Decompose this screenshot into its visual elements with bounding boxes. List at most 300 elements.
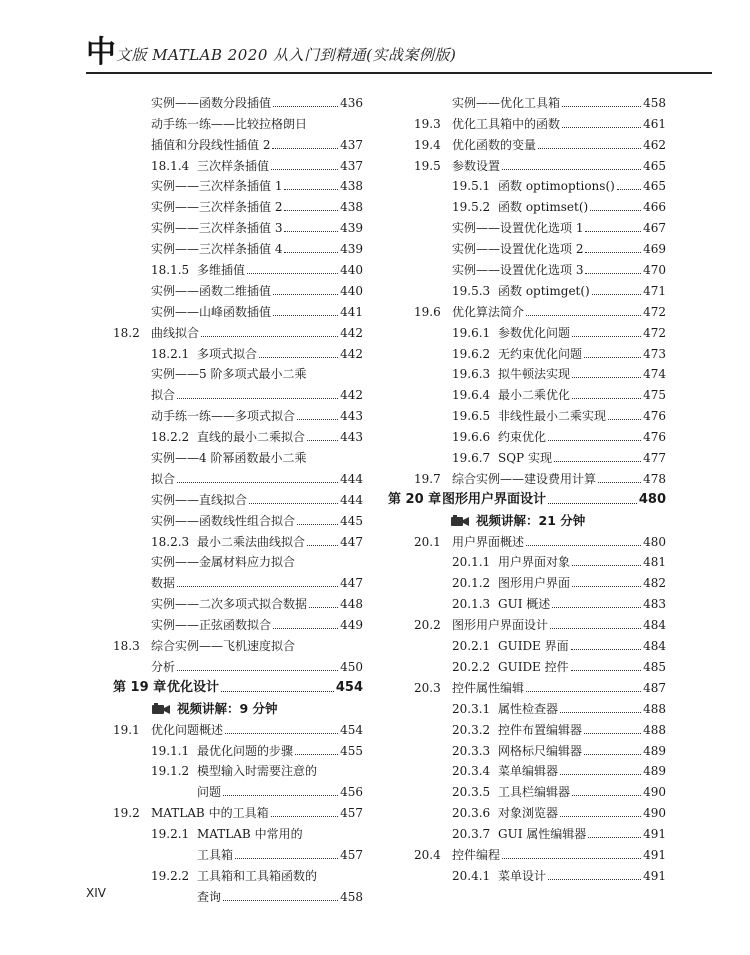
toc-page-number: 462 xyxy=(643,137,666,152)
toc-page-number: 465 xyxy=(643,179,666,194)
toc-entry[interactable] xyxy=(388,675,666,696)
toc-page-number: 444 xyxy=(340,492,363,507)
toc-number: 20.1.1 xyxy=(452,555,491,570)
dot-leader xyxy=(617,189,641,190)
dot-leader xyxy=(272,148,338,149)
toc-title: 实例——二次多项式拟合数据 xyxy=(151,597,308,612)
toc-page-number: 448 xyxy=(340,597,363,612)
toc-page-number: 456 xyxy=(340,785,363,800)
toc-entry[interactable] xyxy=(388,654,666,675)
dot-leader xyxy=(297,524,338,525)
toc-entry[interactable] xyxy=(113,445,363,466)
video-lecture-text: 视频讲解：21 分钟 xyxy=(476,512,586,528)
toc-page-number: 488 xyxy=(643,701,666,716)
toc-number: 19.2 xyxy=(113,806,140,821)
dot-leader xyxy=(552,607,641,608)
toc-title: 参数优化问题 xyxy=(498,325,571,340)
toc-title: 网格标尺编辑器 xyxy=(498,743,583,758)
dot-leader xyxy=(584,754,641,755)
toc-title: 菜单编辑器 xyxy=(498,764,559,779)
toc-entry[interactable] xyxy=(388,800,666,821)
toc-entry[interactable] xyxy=(113,529,363,550)
toc-entry[interactable] xyxy=(113,759,363,780)
dot-leader xyxy=(572,586,641,587)
toc-title: 控件属性编辑 xyxy=(452,680,525,695)
dot-leader xyxy=(548,879,641,880)
dot-leader xyxy=(297,419,338,420)
toc-title: 对象浏览器 xyxy=(498,806,559,821)
toc-title: 用户界面概述 xyxy=(452,534,525,549)
dot-leader xyxy=(554,461,641,462)
toc-page-number: 473 xyxy=(643,346,666,361)
toc-number: 19.6 xyxy=(414,304,441,319)
toc-entry[interactable] xyxy=(388,194,666,215)
dot-leader xyxy=(309,607,338,608)
toc-page-number: 476 xyxy=(643,409,666,424)
dot-leader xyxy=(502,169,641,170)
toc-entry[interactable] xyxy=(388,612,666,633)
toc-entry[interactable] xyxy=(388,466,666,487)
toc-page-number: 476 xyxy=(643,430,666,445)
toc-entry[interactable] xyxy=(113,863,363,884)
toc-entry[interactable] xyxy=(388,759,666,780)
toc-page-number: 481 xyxy=(643,555,666,570)
toc-number: 19.6.6 xyxy=(452,430,491,445)
dot-leader xyxy=(307,545,338,546)
toc-entry[interactable] xyxy=(113,821,363,842)
toc-page-number: 469 xyxy=(643,242,666,257)
toc-number: 20.3 xyxy=(414,680,441,695)
toc-page-number: 442 xyxy=(340,388,363,403)
toc-title: 曲线拟合 xyxy=(151,325,200,340)
toc-title: 控件编程 xyxy=(452,847,501,862)
toc-entry[interactable] xyxy=(113,633,363,654)
toc-entry[interactable] xyxy=(388,529,666,550)
toc-title: 实例——函数二维插值 xyxy=(151,283,272,298)
book-title: 文版 MATLAB 2020 从入门到精通(实战案例版) xyxy=(116,46,457,64)
dot-leader xyxy=(571,670,641,671)
toc-title: 实例——4 阶幂函数最小二乘 xyxy=(151,451,307,466)
toc-page-number: 491 xyxy=(643,827,666,842)
toc-page-number: 454 xyxy=(340,722,363,737)
dot-leader xyxy=(247,273,338,274)
toc-title: 多项式拟合 xyxy=(197,346,258,361)
toc-title: 实例——三次样条插值 1 xyxy=(151,179,283,194)
dot-leader xyxy=(271,816,339,817)
dot-leader xyxy=(584,357,641,358)
toc-number: 18.2.1 xyxy=(151,346,190,361)
dot-leader xyxy=(572,377,641,378)
toc-entry[interactable] xyxy=(388,132,666,153)
dot-leader xyxy=(307,440,338,441)
toc-number: 19.6.4 xyxy=(452,388,491,403)
video-lecture-text: 视频讲解：9 分钟 xyxy=(177,700,278,716)
toc-column-right xyxy=(388,90,666,884)
toc-number: 19.5.3 xyxy=(452,283,491,298)
dot-leader xyxy=(273,106,338,107)
toc-entry[interactable] xyxy=(388,863,666,884)
toc-entry[interactable] xyxy=(113,403,363,424)
toc-page-number: 483 xyxy=(643,597,666,612)
toc-number: 19.5.1 xyxy=(452,179,491,194)
toc-entry[interactable] xyxy=(113,550,363,571)
toc-number: 20.4 xyxy=(414,847,441,862)
dot-leader xyxy=(177,398,338,399)
toc-number: 20.1.3 xyxy=(452,597,491,612)
toc-entry[interactable] xyxy=(113,341,363,362)
dot-leader xyxy=(572,398,641,399)
dot-leader xyxy=(271,169,338,170)
dot-leader xyxy=(572,336,641,337)
toc-chapter-entry[interactable] xyxy=(388,487,666,508)
toc-entry[interactable] xyxy=(388,257,666,278)
toc-page-number: 489 xyxy=(643,743,666,758)
dot-leader xyxy=(592,294,641,295)
toc-title: 图形用户界面设计 xyxy=(452,618,549,633)
video-lecture-label xyxy=(113,696,363,717)
toc-page-number: 450 xyxy=(340,659,363,674)
toc-page-number: 480 xyxy=(638,491,666,507)
dot-leader xyxy=(562,127,641,128)
toc-page-number: 439 xyxy=(340,242,363,257)
toc-number: 19.1.1 xyxy=(151,743,190,758)
toc-number: 18.2.2 xyxy=(151,430,190,445)
toc-chapter-entry[interactable] xyxy=(113,675,363,696)
dot-leader xyxy=(608,419,641,420)
dot-leader xyxy=(177,670,338,671)
toc-entry[interactable] xyxy=(113,612,363,633)
toc-entry[interactable] xyxy=(388,174,666,195)
toc-entry[interactable] xyxy=(388,90,666,111)
toc-entry[interactable] xyxy=(113,717,363,738)
toc-title: 直线的最小二乘拟合 xyxy=(197,430,306,445)
toc-number: 第 19 章 xyxy=(113,679,167,695)
toc-number: 18.2.3 xyxy=(151,534,190,549)
toc-page-number: 447 xyxy=(340,576,363,591)
toc-title: 实例——三次样条插值 2 xyxy=(151,200,283,215)
toc-page-number: 465 xyxy=(643,158,666,173)
dot-leader xyxy=(223,900,338,901)
toc-title: 优化算法简介 xyxy=(452,304,525,319)
toc-page-number: 441 xyxy=(340,304,363,319)
dot-leader xyxy=(284,252,338,253)
toc-entry[interactable] xyxy=(388,842,666,863)
toc-number: 20.1 xyxy=(414,534,441,549)
toc-entry[interactable] xyxy=(388,153,666,174)
toc-title: 优化设计 xyxy=(167,679,220,695)
toc-title: 工具栏编辑器 xyxy=(498,785,571,800)
toc-number: 19.2.2 xyxy=(151,868,190,883)
toc-number: 18.2 xyxy=(113,325,140,340)
toc-entry[interactable] xyxy=(388,821,666,842)
toc-page-number: 443 xyxy=(340,409,363,424)
dot-leader xyxy=(223,795,338,796)
toc-page-number: 490 xyxy=(643,785,666,800)
toc-page-number: 436 xyxy=(340,95,363,110)
toc-title: 约束优化 xyxy=(498,430,547,445)
toc-number: 19.6.2 xyxy=(452,346,491,361)
toc-title: 实例——金属材料应力拟合 xyxy=(151,555,296,570)
toc-title: 实例——设置优化选项 3 xyxy=(452,263,584,278)
toc-page-number: 471 xyxy=(643,283,666,298)
toc-number: 19.3 xyxy=(414,116,441,131)
toc-page-number: 437 xyxy=(340,158,363,173)
toc-title: 非线性最小二乘实现 xyxy=(498,409,607,424)
toc-entry[interactable] xyxy=(388,236,666,257)
toc-page-number: 491 xyxy=(643,847,666,862)
dot-leader xyxy=(201,336,338,337)
dot-leader xyxy=(295,754,338,755)
dot-leader xyxy=(590,210,641,211)
toc-entry[interactable] xyxy=(388,403,666,424)
dot-leader xyxy=(584,733,641,734)
toc-page-number: 480 xyxy=(643,534,666,549)
toc-title: 综合实例——飞机速度拟合 xyxy=(151,639,296,654)
toc-title: 工具箱 xyxy=(197,847,234,862)
dot-leader xyxy=(572,795,641,796)
toc-entry[interactable] xyxy=(388,717,666,738)
toc-title: 实例——5 阶多项式最小二乘 xyxy=(151,367,307,382)
toc-entry[interactable] xyxy=(113,424,363,445)
dot-leader xyxy=(284,231,338,232)
toc-title: GUIDE 界面 xyxy=(498,639,569,654)
toc-title: 最小二乘法曲线拟合 xyxy=(197,534,306,549)
page-number: XIV xyxy=(86,886,106,900)
dot-leader xyxy=(560,712,641,713)
toc-number: 19.6.3 xyxy=(452,367,491,382)
dot-leader xyxy=(588,837,641,838)
toc-title: GUI 属性编辑器 xyxy=(498,827,587,842)
dot-leader xyxy=(560,774,641,775)
toc-title: 实例——设置优化选项 1 xyxy=(452,221,584,236)
toc-entry[interactable] xyxy=(113,738,363,759)
toc-entry[interactable] xyxy=(388,215,666,236)
toc-number: 19.1 xyxy=(113,722,140,737)
toc-entry[interactable] xyxy=(388,111,666,132)
dot-leader xyxy=(502,858,641,859)
dot-leader xyxy=(598,482,641,483)
toc-entry[interactable] xyxy=(113,842,363,863)
dot-leader xyxy=(235,858,338,859)
toc-title: 实例——优化工具箱 xyxy=(452,95,561,110)
toc-number: 20.1.2 xyxy=(452,576,491,591)
toc-entry[interactable] xyxy=(113,132,363,153)
toc-title: GUIDE 控件 xyxy=(498,659,569,674)
toc-page-number: 445 xyxy=(340,513,363,528)
toc-page-number: 439 xyxy=(340,221,363,236)
video-lecture-label xyxy=(388,508,666,529)
toc-title: 用户界面对象 xyxy=(498,555,571,570)
toc-entry[interactable] xyxy=(388,738,666,759)
toc-number: 20.3.2 xyxy=(452,722,491,737)
toc-number: 18.1.5 xyxy=(151,263,190,278)
toc-title: 拟合 xyxy=(151,388,176,403)
toc-title: 最小二乘优化 xyxy=(498,388,571,403)
toc-number: 19.5 xyxy=(414,158,441,173)
book-logo: 中 xyxy=(86,35,116,70)
toc-page-number: 443 xyxy=(340,430,363,445)
toc-page-number: 472 xyxy=(643,325,666,340)
toc-entry[interactable] xyxy=(113,278,363,299)
toc-entry[interactable] xyxy=(113,487,363,508)
dot-leader xyxy=(526,545,641,546)
toc-entry[interactable] xyxy=(388,633,666,654)
toc-title: 优化函数的变量 xyxy=(452,137,537,152)
running-header xyxy=(86,36,706,70)
toc-title: 拟合 xyxy=(151,471,176,486)
dot-leader xyxy=(560,816,641,817)
dot-leader xyxy=(548,440,641,441)
toc-title: 查询 xyxy=(197,889,222,904)
toc-title: 控件布置编辑器 xyxy=(498,722,583,737)
toc-page-number: 440 xyxy=(340,263,363,278)
toc-entry[interactable] xyxy=(388,779,666,800)
header-rule xyxy=(86,72,712,74)
toc-entry[interactable] xyxy=(113,591,363,612)
toc-entry[interactable] xyxy=(113,570,363,591)
toc-page-number: 485 xyxy=(643,659,666,674)
dot-leader xyxy=(550,628,641,629)
toc-page-number: 458 xyxy=(643,95,666,110)
toc-title: 最优化问题的步骤 xyxy=(197,743,294,758)
toc-number: 19.4 xyxy=(414,137,441,152)
toc-number: 20.2 xyxy=(414,618,441,633)
toc-title: SQP 实现 xyxy=(498,451,552,466)
toc-page-number: 487 xyxy=(643,680,666,695)
toc-entry[interactable] xyxy=(113,884,363,905)
dot-leader xyxy=(538,148,641,149)
toc-page-number: 455 xyxy=(340,743,363,758)
toc-title: 工具箱和工具箱函数的 xyxy=(197,868,318,883)
video-camera-icon xyxy=(151,702,171,716)
toc-column-left xyxy=(113,90,363,905)
toc-title: 图形用户界面设计 xyxy=(442,491,547,507)
toc-page-number: 477 xyxy=(643,451,666,466)
toc-title: 实例——山峰函数插值 xyxy=(151,304,272,319)
toc-title: 实例——三次样条插值 4 xyxy=(151,242,283,257)
toc-entry[interactable] xyxy=(113,215,363,236)
toc-entry[interactable] xyxy=(388,424,666,445)
toc-title: 拟牛顿法实现 xyxy=(498,367,571,382)
toc-title: 属性检查器 xyxy=(498,701,559,716)
toc-entry[interactable] xyxy=(113,466,363,487)
toc-page-number: 458 xyxy=(340,889,363,904)
toc-entry[interactable] xyxy=(113,654,363,675)
dot-leader xyxy=(548,503,637,504)
toc-entry[interactable] xyxy=(388,278,666,299)
toc-title: GUI 概述 xyxy=(498,597,551,612)
dot-leader xyxy=(526,691,641,692)
toc-number: 20.3.7 xyxy=(452,827,491,842)
toc-number: 20.2.2 xyxy=(452,659,491,674)
dot-leader xyxy=(284,189,338,190)
toc-title: 三次样条插值 xyxy=(197,158,270,173)
toc-title: 实例——正弦函数拟合 xyxy=(151,618,272,633)
toc-entry[interactable] xyxy=(113,362,363,383)
toc-number: 19.5.2 xyxy=(452,200,491,215)
toc-entry[interactable] xyxy=(388,299,666,320)
toc-entry[interactable] xyxy=(113,90,363,111)
toc-entry[interactable] xyxy=(388,382,666,403)
toc-entry[interactable] xyxy=(113,194,363,215)
toc-entry[interactable] xyxy=(113,382,363,403)
toc-page-number: 488 xyxy=(643,722,666,737)
toc-title: 优化工具箱中的函数 xyxy=(452,116,561,131)
dot-leader xyxy=(562,106,641,107)
toc-entry[interactable] xyxy=(388,362,666,383)
toc-entry[interactable] xyxy=(113,236,363,257)
toc-entry[interactable] xyxy=(388,591,666,612)
toc-number: 19.6.1 xyxy=(452,325,491,340)
toc-number: 20.3.3 xyxy=(452,743,491,758)
dot-leader xyxy=(585,252,641,253)
toc-entry[interactable] xyxy=(113,174,363,195)
toc-title: 实例——设置优化选项 2 xyxy=(452,242,584,257)
toc-entry[interactable] xyxy=(388,696,666,717)
toc-page-number: 489 xyxy=(643,764,666,779)
toc-entry[interactable] xyxy=(113,153,363,174)
dot-leader xyxy=(259,357,338,358)
toc-number: 19.7 xyxy=(414,471,441,486)
toc-page-number: 457 xyxy=(340,847,363,862)
toc-entry[interactable] xyxy=(113,800,363,821)
toc-title: 优化问题概述 xyxy=(151,722,224,737)
toc-page-number: 467 xyxy=(643,221,666,236)
toc-entry[interactable] xyxy=(388,550,666,571)
toc-entry[interactable] xyxy=(113,299,363,320)
toc-page-number: 484 xyxy=(643,639,666,654)
toc-page-number: 437 xyxy=(340,137,363,152)
toc-entry[interactable] xyxy=(388,570,666,591)
toc-title: 函数 optimget() xyxy=(498,283,590,298)
toc-title: 插值和分段线性插值 2 xyxy=(151,137,271,152)
toc-title: 无约束优化问题 xyxy=(498,346,583,361)
dot-leader xyxy=(273,628,338,629)
toc-title: 实例——函数线性组合拟合 xyxy=(151,513,296,528)
toc-page-number: 474 xyxy=(643,367,666,382)
dot-leader xyxy=(571,649,641,650)
toc-page-number: 484 xyxy=(643,618,666,633)
toc-title: 分析 xyxy=(151,659,176,674)
toc-page-number: 472 xyxy=(643,304,666,319)
dot-leader xyxy=(572,565,641,566)
toc-number: 20.2.1 xyxy=(452,639,491,654)
toc-entry[interactable] xyxy=(113,779,363,800)
toc-entry[interactable] xyxy=(388,341,666,362)
toc-page-number: 491 xyxy=(643,868,666,883)
toc-entry[interactable] xyxy=(113,111,363,132)
toc-page-number: 478 xyxy=(643,471,666,486)
toc-entry[interactable] xyxy=(113,257,363,278)
dot-leader xyxy=(221,691,334,692)
toc-page-number: 438 xyxy=(340,200,363,215)
toc-entry[interactable] xyxy=(113,320,363,341)
dot-leader xyxy=(249,503,338,504)
video-camera-icon xyxy=(450,514,470,528)
toc-title: 参数设置 xyxy=(452,158,501,173)
toc-entry[interactable] xyxy=(113,508,363,529)
dot-leader xyxy=(225,733,338,734)
toc-number: 19.2.1 xyxy=(151,827,190,842)
toc-entry[interactable] xyxy=(388,445,666,466)
toc-title: 图形用户界面 xyxy=(498,576,571,591)
toc-entry[interactable] xyxy=(388,320,666,341)
dot-leader xyxy=(273,294,338,295)
toc-page-number: 444 xyxy=(340,471,363,486)
toc-title: 多维插值 xyxy=(197,263,246,278)
toc-page-number: 475 xyxy=(643,388,666,403)
toc-number: 20.3.6 xyxy=(452,806,491,821)
